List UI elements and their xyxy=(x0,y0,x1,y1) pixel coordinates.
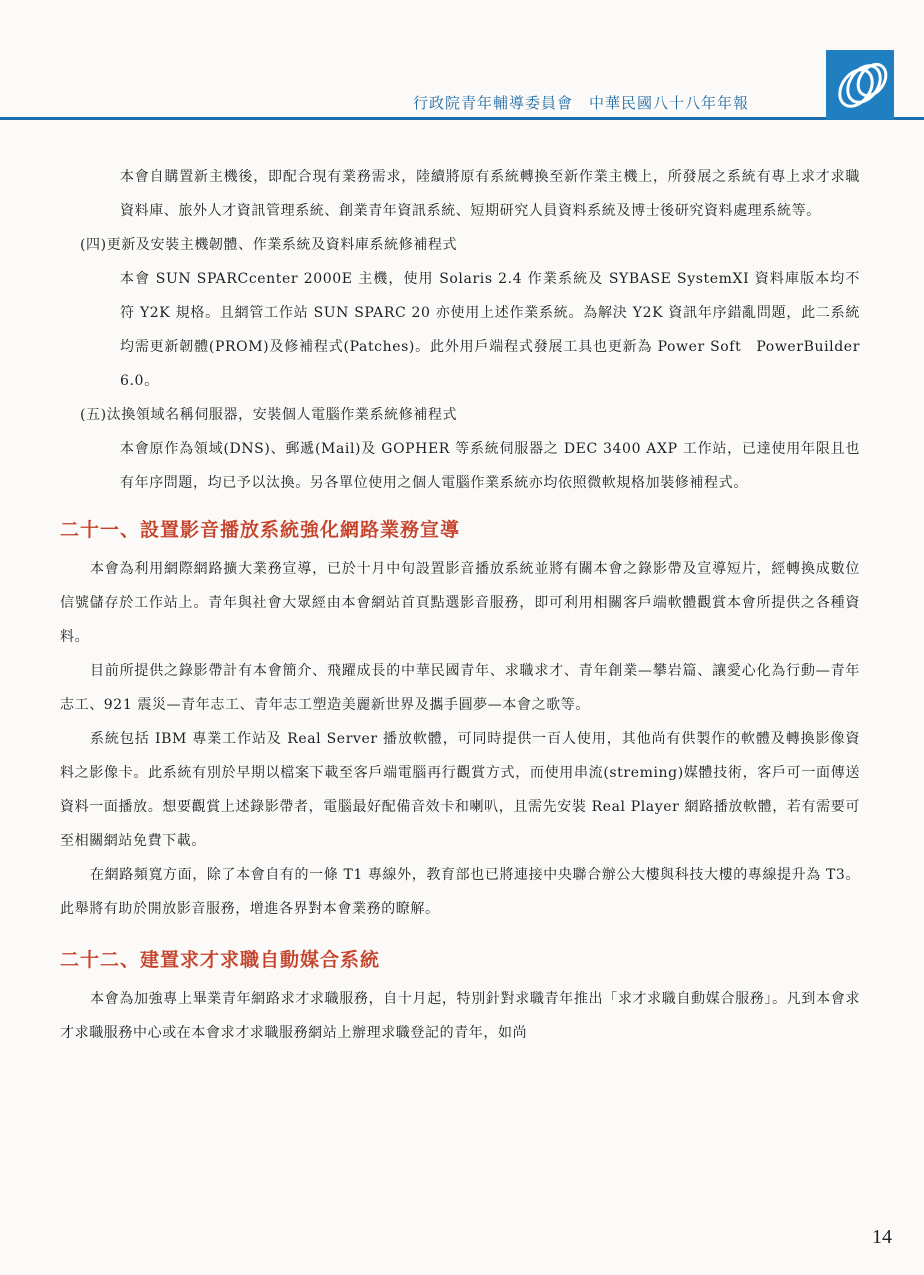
page-number: 14 xyxy=(872,1226,892,1248)
section-21-paragraph-3: 系統包括 IBM 專業工作站及 Real Server 播放軟體，可同時提供一百人使用，其他尚有供製作的軟體及轉換影像資料之影像卡。此系統有別於早期以檔案下載至客戶端電腦再行觀賞方式，而使用串流(streming)媒體技術，客戶可一面傳送資料一面播放。想要觀賞上述錄影帶者，電腦最好配備音效卡和喇叭，且需先安裝 Real Player 網路播放軟體，若有需要可至相關網站免費下載。 xyxy=(60,731,860,849)
section-21-title: 二十一、設置影音播放系統強化網路業務宣導 xyxy=(60,519,461,541)
header-title: 行政院青年輔導委員會 中華民國八十八年年報 xyxy=(413,94,750,112)
section-22-paragraph-1: 本會為加強專上畢業青年網路求才求職服務，自十月起，特別針對求職青年推出「求才求職自動媒合服務」。凡到本會求才求職服務中心或在本會求才求職服務網站上辦理求職登記的青年，如尚 xyxy=(60,991,860,1041)
section-21-paragraph-2: 目前所提供之錄影帶計有本會簡介、飛躍成長的中華民國青年、求職求才、青年創業—攀岩篇、讓愛心化為行動—青年志工、921 震災—青年志工、青年志工塑造美麗新世界及攜手圓夢—本會之歌等。 xyxy=(60,663,860,713)
rings-logo-icon xyxy=(826,50,894,120)
item4-paragraph: 本會 SUN SPARCcenter 2000E 主機，使用 Solaris 2.4 作業系統及 SYBASE SystemXI 資料庫版本均不符 Y2K 規格。且網管工作站 SUN SPARC 20 亦使用上述作業系統。為解決 Y2K 資訊年序錯亂問題，此二系統均需更新韌體(PROM)及修補程式(Patches)。此外用戶端程式發展工具也更新為 Power Soft PowerBuilder 6.0。 xyxy=(120,271,860,389)
header-divider xyxy=(0,117,924,120)
main-content xyxy=(60,160,860,1050)
item5-heading: (五)汰換領域名稱伺服器，安裝個人電腦作業系統修補程式 xyxy=(80,407,458,423)
section-21-paragraph-4: 在網路頻寬方面，除了本會自有的一條 T1 專線外，教育部也已將連接中央聯合辦公大樓與科技大樓的專線提升為 T3。此舉將有助於開放影音服務，增進各界對本會業務的瞭解。 xyxy=(60,867,860,917)
section-21-paragraph-1: 本會為利用網際網路擴大業務宣導，已於十月中旬設置影音播放系統並將有關本會之錄影帶及宣導短片，經轉換成數位信號儲存於工作站上。青年與社會大眾經由本會網站首頁點選影音服務，即可利用相關客戶端軟體觀賞本會所提供之各種資料。 xyxy=(60,561,860,645)
section-22-title: 二十二、建置求才求職自動媒合系統 xyxy=(60,949,381,971)
item4-heading: (四)更新及安裝主機韌體、作業系統及資料庫系統修補程式 xyxy=(80,237,458,253)
intro-paragraph: 本會自購置新主機後，即配合現有業務需求，陸續將原有系統轉換至新作業主機上，所發展之系統有專上求才求職資料庫、旅外人才資訊管理系統、創業青年資訊系統、短期研究人員資料系統及博士後研究資料處理系統等。 xyxy=(120,169,860,219)
item5-paragraph: 本會原作為領域(DNS)、郵遞(Mail)及 GOPHER 等系統伺服器之 DEC 3400 AXP 工作站，已達使用年限且也有年序問題，均已予以汰換。另各單位使用之個人電腦作業系統亦均依照微軟規格加裝修補程式。 xyxy=(120,441,860,491)
logo xyxy=(826,50,894,120)
